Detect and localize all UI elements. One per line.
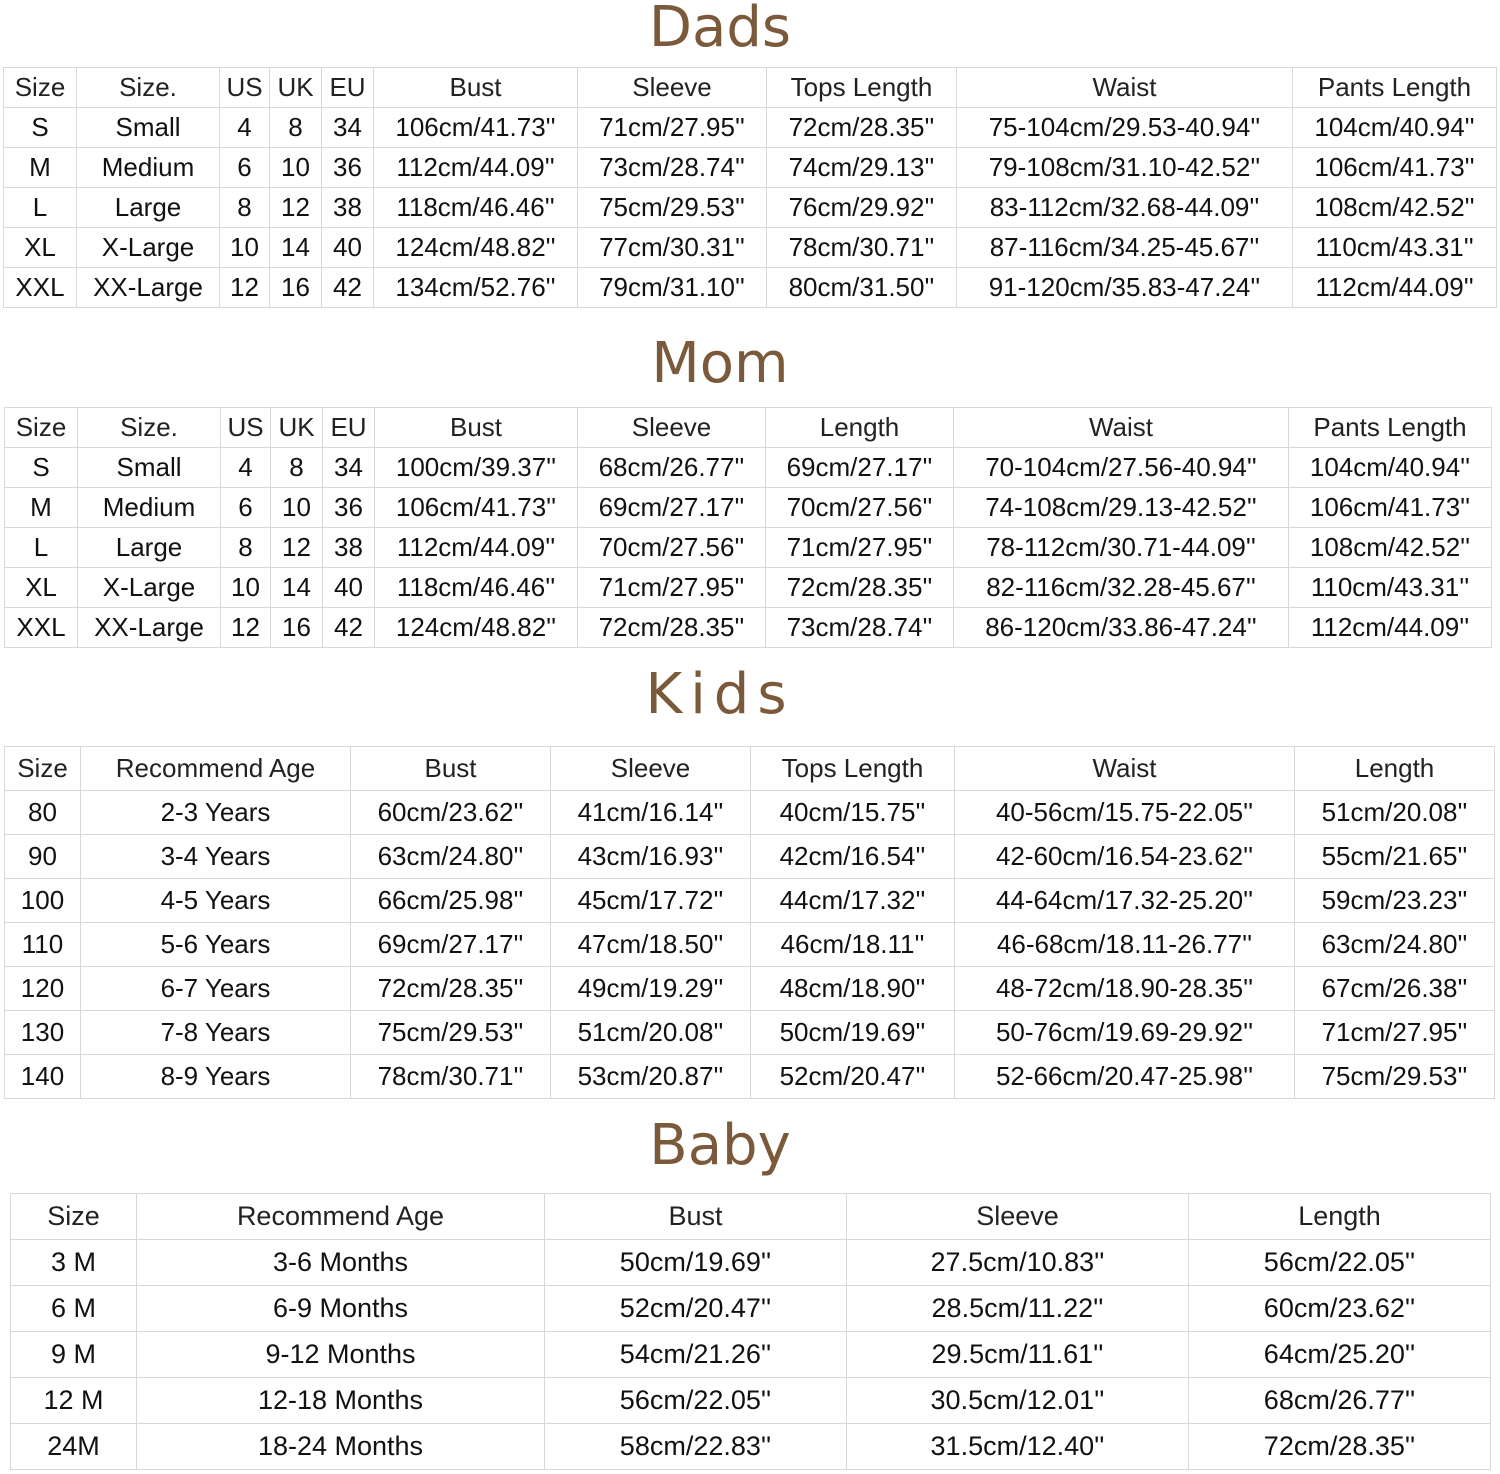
table-cell: 50-76cm/19.69-29.92'' — [955, 1011, 1295, 1055]
table-cell: 118cm/46.46'' — [374, 188, 578, 228]
mom-section-title: Mom — [651, 331, 789, 396]
column-header: Tops Length — [767, 68, 957, 108]
column-header: Recommend Age — [81, 747, 351, 791]
table-cell: 69cm/27.17'' — [578, 488, 766, 528]
table-cell: Small — [77, 108, 220, 148]
table-cell: 34 — [323, 448, 375, 488]
table-cell: 6 — [220, 148, 270, 188]
baby-section-title: Baby — [649, 1113, 791, 1178]
table-cell: 72cm/28.35'' — [766, 568, 954, 608]
column-header: UK — [270, 68, 322, 108]
table-header-row — [4, 68, 1497, 108]
table-cell: 40-56cm/15.75-22.05'' — [955, 791, 1295, 835]
table-cell: 70cm/27.56'' — [766, 488, 954, 528]
table-cell: 73cm/28.74'' — [578, 148, 767, 188]
table-cell: 78cm/30.71'' — [351, 1055, 551, 1099]
table-row — [11, 1378, 1491, 1424]
table-cell: 112cm/44.09'' — [374, 148, 578, 188]
table-cell: 3-4 Years — [81, 835, 351, 879]
table-row — [5, 791, 1495, 835]
table-cell: 52cm/20.47'' — [545, 1286, 847, 1332]
table-cell: 112cm/44.09'' — [1289, 608, 1492, 648]
table-cell: 14 — [271, 568, 323, 608]
column-header: Sleeve — [847, 1194, 1189, 1240]
table-cell: 49cm/19.29'' — [551, 967, 751, 1011]
table-cell: 54cm/21.26'' — [545, 1332, 847, 1378]
table-cell: 71cm/27.95'' — [766, 528, 954, 568]
table-cell: 45cm/17.72'' — [551, 879, 751, 923]
table-cell: 12 — [220, 268, 270, 308]
table-cell: 82-116cm/32.28-45.67'' — [954, 568, 1289, 608]
table-cell: S — [5, 448, 78, 488]
kids-section-title: Kids — [645, 662, 795, 727]
table-cell: 6 M — [11, 1286, 137, 1332]
column-header: Sleeve — [578, 68, 767, 108]
table-cell: 43cm/16.93'' — [551, 835, 751, 879]
table-cell: 80cm/31.50'' — [767, 268, 957, 308]
table-row — [5, 528, 1492, 568]
table-cell: L — [5, 528, 78, 568]
column-header: Tops Length — [751, 747, 955, 791]
table-cell: XX-Large — [78, 608, 221, 648]
table-row — [11, 1240, 1491, 1286]
column-header: Length — [1295, 747, 1495, 791]
table-cell: 80 — [5, 791, 81, 835]
table-cell: 108cm/42.52'' — [1289, 528, 1492, 568]
dads-size-table — [3, 67, 1497, 308]
table-cell: 41cm/16.14'' — [551, 791, 751, 835]
table-cell: 6 — [221, 488, 271, 528]
table-cell: 38 — [322, 188, 374, 228]
table-cell: 8 — [220, 188, 270, 228]
table-cell: 3 M — [11, 1240, 137, 1286]
table-cell: 78-112cm/30.71-44.09'' — [954, 528, 1289, 568]
table-cell: 60cm/23.62'' — [351, 791, 551, 835]
table-cell: 100cm/39.37'' — [375, 448, 578, 488]
table-cell: 68cm/26.77'' — [1189, 1378, 1491, 1424]
table-cell: 9-12 Months — [137, 1332, 545, 1378]
column-header: EU — [323, 408, 375, 448]
table-cell: 63cm/24.80'' — [351, 835, 551, 879]
table-row — [5, 608, 1492, 648]
table-cell: 24M — [11, 1424, 137, 1470]
table-cell: 76cm/29.92'' — [767, 188, 957, 228]
table-row — [5, 488, 1492, 528]
table-cell: 18-24 Months — [137, 1424, 545, 1470]
column-header: Length — [1189, 1194, 1491, 1240]
table-cell: 79-108cm/31.10-42.52'' — [957, 148, 1293, 188]
table-cell: 8 — [270, 108, 322, 148]
column-header: Bust — [374, 68, 578, 108]
table-cell: 6-7 Years — [81, 967, 351, 1011]
column-header: Waist — [957, 68, 1293, 108]
table-cell: 124cm/48.82'' — [374, 228, 578, 268]
table-cell: 124cm/48.82'' — [375, 608, 578, 648]
table-cell: L — [4, 188, 77, 228]
mom-size-table — [4, 407, 1492, 648]
table-cell: 2-3 Years — [81, 791, 351, 835]
column-header: Waist — [955, 747, 1295, 791]
table-cell: 36 — [323, 488, 375, 528]
table-cell: 75cm/29.53'' — [351, 1011, 551, 1055]
column-header: Pants Length — [1293, 68, 1497, 108]
table-row — [5, 1011, 1495, 1055]
table-cell: 10 — [271, 488, 323, 528]
table-cell: 74-108cm/29.13-42.52'' — [954, 488, 1289, 528]
table-cell: 108cm/42.52'' — [1293, 188, 1497, 228]
table-cell: 106cm/41.73'' — [1293, 148, 1497, 188]
table-cell: 118cm/46.46'' — [375, 568, 578, 608]
table-cell: 75cm/29.53'' — [578, 188, 767, 228]
table-cell: 5-6 Years — [81, 923, 351, 967]
table-row — [5, 568, 1492, 608]
table-row — [4, 148, 1497, 188]
table-cell: 6-9 Months — [137, 1286, 545, 1332]
table-cell: 51cm/20.08'' — [1295, 791, 1495, 835]
column-header: Bust — [545, 1194, 847, 1240]
table-cell: 31.5cm/12.40'' — [847, 1424, 1189, 1470]
table-cell: 40cm/15.75'' — [751, 791, 955, 835]
table-cell: 56cm/22.05'' — [1189, 1240, 1491, 1286]
column-header: UK — [271, 408, 323, 448]
table-cell: X-Large — [77, 228, 220, 268]
table-cell: 7-8 Years — [81, 1011, 351, 1055]
table-cell: 58cm/22.83'' — [545, 1424, 847, 1470]
table-cell: 60cm/23.62'' — [1189, 1286, 1491, 1332]
kids-size-table — [4, 746, 1495, 1099]
table-cell: 130 — [5, 1011, 81, 1055]
table-cell: 73cm/28.74'' — [766, 608, 954, 648]
column-header: Size — [5, 408, 78, 448]
column-header: Size. — [78, 408, 221, 448]
table-cell: 12 — [221, 608, 271, 648]
table-row — [5, 967, 1495, 1011]
table-row — [4, 268, 1497, 308]
table-cell: 4 — [220, 108, 270, 148]
column-header: Size — [4, 68, 77, 108]
table-cell: 59cm/23.23'' — [1295, 879, 1495, 923]
table-cell: 72cm/28.35'' — [578, 608, 766, 648]
table-cell: 42cm/16.54'' — [751, 835, 955, 879]
table-cell: 3-6 Months — [137, 1240, 545, 1286]
table-cell: XXL — [5, 608, 78, 648]
table-cell: 75-104cm/29.53-40.94'' — [957, 108, 1293, 148]
table-cell: XL — [4, 228, 77, 268]
table-cell: 9 M — [11, 1332, 137, 1378]
column-header: US — [221, 408, 271, 448]
table-cell: 12 — [271, 528, 323, 568]
table-row — [11, 1286, 1491, 1332]
table-cell: 112cm/44.09'' — [1293, 268, 1497, 308]
table-cell: 52-66cm/20.47-25.98'' — [955, 1055, 1295, 1099]
table-row — [5, 835, 1495, 879]
table-cell: 106cm/41.73'' — [374, 108, 578, 148]
table-cell: 10 — [221, 568, 271, 608]
table-cell: 10 — [220, 228, 270, 268]
table-cell: 42 — [323, 608, 375, 648]
table-cell: 120 — [5, 967, 81, 1011]
table-cell: 46-68cm/18.11-26.77'' — [955, 923, 1295, 967]
table-cell: 140 — [5, 1055, 81, 1099]
table-cell: 106cm/41.73'' — [375, 488, 578, 528]
table-cell: 12 — [270, 188, 322, 228]
table-cell: 4-5 Years — [81, 879, 351, 923]
table-cell: 51cm/20.08'' — [551, 1011, 751, 1055]
table-cell: 106cm/41.73'' — [1289, 488, 1492, 528]
table-cell: 83-112cm/32.68-44.09'' — [957, 188, 1293, 228]
table-cell: 27.5cm/10.83'' — [847, 1240, 1189, 1286]
table-cell: 40 — [323, 568, 375, 608]
table-cell: 63cm/24.80'' — [1295, 923, 1495, 967]
table-cell: 4 — [221, 448, 271, 488]
table-cell: 42-60cm/16.54-23.62'' — [955, 835, 1295, 879]
table-header-row — [5, 747, 1495, 791]
table-cell: 91-120cm/35.83-47.24'' — [957, 268, 1293, 308]
table-cell: 75cm/29.53'' — [1295, 1055, 1495, 1099]
table-cell: 53cm/20.87'' — [551, 1055, 751, 1099]
table-header-row — [11, 1194, 1491, 1240]
table-cell: 79cm/31.10'' — [578, 268, 767, 308]
table-cell: XXL — [4, 268, 77, 308]
table-cell: 42 — [322, 268, 374, 308]
table-cell: 56cm/22.05'' — [545, 1378, 847, 1424]
column-header: Pants Length — [1289, 408, 1492, 448]
table-cell: 30.5cm/12.01'' — [847, 1378, 1189, 1424]
dads-section-title: Dads — [648, 0, 792, 60]
table-cell: 34 — [322, 108, 374, 148]
table-cell: 72cm/28.35'' — [351, 967, 551, 1011]
table-cell: 110cm/43.31'' — [1289, 568, 1492, 608]
table-cell: 44cm/17.32'' — [751, 879, 955, 923]
table-cell: Medium — [77, 148, 220, 188]
table-row — [4, 188, 1497, 228]
table-cell: Small — [78, 448, 221, 488]
table-cell: 8-9 Years — [81, 1055, 351, 1099]
table-cell: 8 — [221, 528, 271, 568]
table-row — [5, 448, 1492, 488]
table-row — [11, 1424, 1491, 1470]
table-cell: Large — [77, 188, 220, 228]
table-row — [4, 108, 1497, 148]
table-cell: 68cm/26.77'' — [578, 448, 766, 488]
table-cell: 36 — [322, 148, 374, 188]
column-header: EU — [322, 68, 374, 108]
table-cell: 72cm/28.35'' — [1189, 1424, 1491, 1470]
table-cell: 77cm/30.31'' — [578, 228, 767, 268]
table-cell: 14 — [270, 228, 322, 268]
column-header: Sleeve — [578, 408, 766, 448]
column-header: Bust — [351, 747, 551, 791]
table-cell: 110cm/43.31'' — [1293, 228, 1497, 268]
table-cell: Medium — [78, 488, 221, 528]
table-cell: 38 — [323, 528, 375, 568]
table-cell: 66cm/25.98'' — [351, 879, 551, 923]
table-cell: 46cm/18.11'' — [751, 923, 955, 967]
table-cell: 71cm/27.95'' — [1295, 1011, 1495, 1055]
table-row — [11, 1332, 1491, 1378]
table-cell: 12-18 Months — [137, 1378, 545, 1424]
table-cell: 70-104cm/27.56-40.94'' — [954, 448, 1289, 488]
table-cell: 112cm/44.09'' — [375, 528, 578, 568]
table-cell: XX-Large — [77, 268, 220, 308]
column-header: Recommend Age — [137, 1194, 545, 1240]
table-cell: 8 — [271, 448, 323, 488]
column-header: Length — [766, 408, 954, 448]
column-header: Size — [5, 747, 81, 791]
column-header: Bust — [375, 408, 578, 448]
table-cell: 40 — [322, 228, 374, 268]
table-cell: 104cm/40.94'' — [1293, 108, 1497, 148]
table-row — [5, 1055, 1495, 1099]
table-row — [5, 923, 1495, 967]
table-cell: M — [5, 488, 78, 528]
baby-size-table — [10, 1193, 1491, 1470]
table-cell: 110 — [5, 923, 81, 967]
table-cell: 47cm/18.50'' — [551, 923, 751, 967]
table-row — [5, 879, 1495, 923]
table-cell: 50cm/19.69'' — [545, 1240, 847, 1286]
table-cell: 29.5cm/11.61'' — [847, 1332, 1189, 1378]
table-cell: 134cm/52.76'' — [374, 268, 578, 308]
table-cell: 100 — [5, 879, 81, 923]
column-header: Size. — [77, 68, 220, 108]
table-cell: X-Large — [78, 568, 221, 608]
table-row — [4, 228, 1497, 268]
column-header: US — [220, 68, 270, 108]
table-cell: 50cm/19.69'' — [751, 1011, 955, 1055]
table-cell: 72cm/28.35'' — [767, 108, 957, 148]
table-cell: 64cm/25.20'' — [1189, 1332, 1491, 1378]
column-header: Size — [11, 1194, 137, 1240]
table-cell: 70cm/27.56'' — [578, 528, 766, 568]
table-cell: 69cm/27.17'' — [766, 448, 954, 488]
table-cell: 67cm/26.38'' — [1295, 967, 1495, 1011]
table-cell: 71cm/27.95'' — [578, 108, 767, 148]
table-cell: 71cm/27.95'' — [578, 568, 766, 608]
table-cell: 55cm/21.65'' — [1295, 835, 1495, 879]
table-cell: Large — [78, 528, 221, 568]
table-cell: 69cm/27.17'' — [351, 923, 551, 967]
table-cell: M — [4, 148, 77, 188]
table-cell: 74cm/29.13'' — [767, 148, 957, 188]
table-cell: 78cm/30.71'' — [767, 228, 957, 268]
table-cell: 28.5cm/11.22'' — [847, 1286, 1189, 1332]
table-cell: 10 — [270, 148, 322, 188]
table-cell: 44-64cm/17.32-25.20'' — [955, 879, 1295, 923]
column-header: Waist — [954, 408, 1289, 448]
table-cell: S — [4, 108, 77, 148]
table-cell: 52cm/20.47'' — [751, 1055, 955, 1099]
table-cell: XL — [5, 568, 78, 608]
table-cell: 104cm/40.94'' — [1289, 448, 1492, 488]
table-header-row — [5, 408, 1492, 448]
table-cell: 12 M — [11, 1378, 137, 1424]
table-cell: 90 — [5, 835, 81, 879]
table-cell: 87-116cm/34.25-45.67'' — [957, 228, 1293, 268]
table-cell: 48-72cm/18.90-28.35'' — [955, 967, 1295, 1011]
table-cell: 16 — [270, 268, 322, 308]
column-header: Sleeve — [551, 747, 751, 791]
table-cell: 86-120cm/33.86-47.24'' — [954, 608, 1289, 648]
table-cell: 48cm/18.90'' — [751, 967, 955, 1011]
table-cell: 16 — [271, 608, 323, 648]
